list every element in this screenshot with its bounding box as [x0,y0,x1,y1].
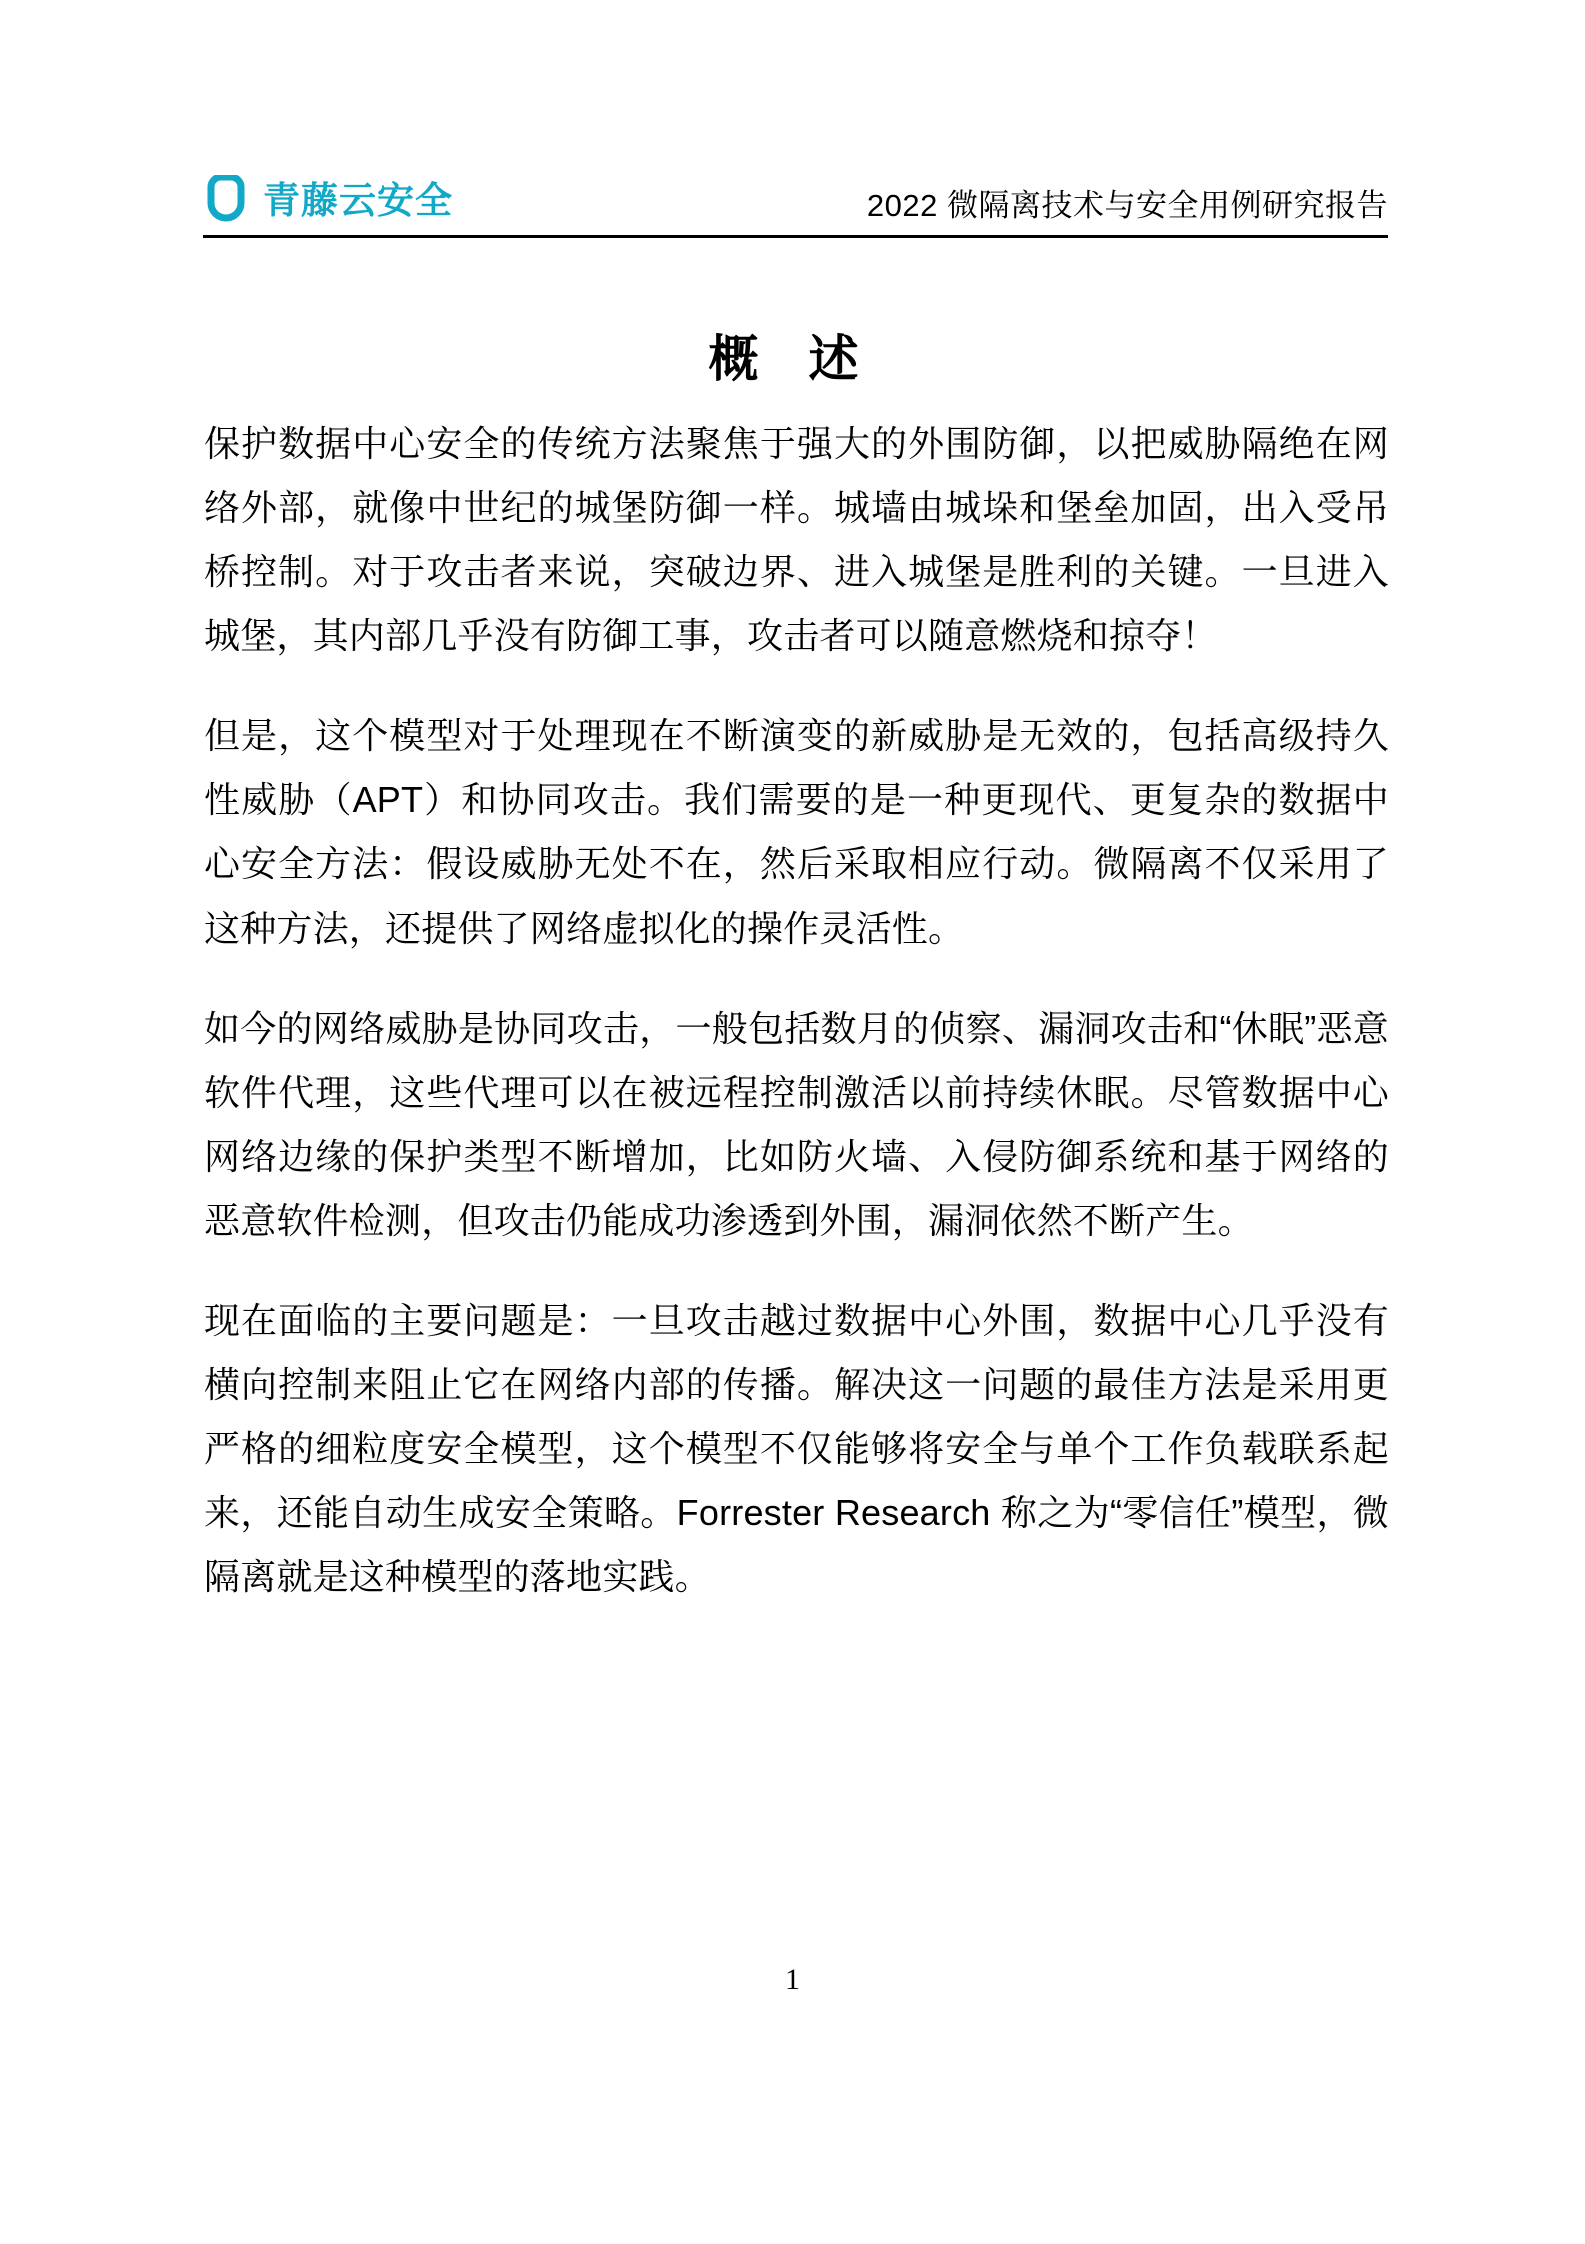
shield-logo-icon [203,175,249,225]
brand-lockup [203,175,453,235]
document-body [204,412,1389,1609]
header-report-title: 2022 微隔离技术与安全用例研究报告 [866,188,1388,223]
paragraph: 现在面临的主要问题是：一旦攻击越过数据中心外围，数据中心几乎没有横向控制来阻止它在网络内部的传播。解决这一问题的最佳方法是采用更严格的细粒度安全模型，这个模型不仅能够将安全与单个工作负载联系起来，还能自动生成安全策略。Forrester Research 称之为“零信任”模型，微隔离就是这种模型的落地实践。 [204,1299,1389,1598]
paragraph: 但是，这个模型对于处理现在不断演变的新威胁是无效的，包括高级持久性威胁（APT）和协同攻击。我们需要的是一种更现代、更复杂的数据中心安全方法：假设威胁无处不在，然后采取相应行动。微隔离不仅采用了这种方法，还提供了网络虚拟化的操作灵活性。 [204,715,1389,949]
page-header [203,160,1388,238]
brand-name: 青藤云安全 [263,179,453,221]
paragraph: 保护数据中心安全的传统方法聚焦于强大的外围防御，以把威胁隔绝在网络外部，就像中世纪的城堡防御一样。城墙由城垛和堡垒加固，出入受吊桥控制。对于攻击者来说，突破边界、进入城堡是胜利的关键。一旦进入城堡，其内部几乎没有防御工事，攻击者可以随意燃烧和掠夺！ [204,423,1389,657]
page-number: 1 [785,1963,800,1996]
paragraph: 如今的网络威胁是协同攻击，一般包括数月的侦察、漏洞攻击和“休眠”恶意软件代理，这些代理可以在被远程控制激活以前持续休眠。尽管数据中心网络边缘的保护类型不断增加，比如防火墙、入侵防御系统和基于网络的恶意软件检测，但攻击仍能成功渗透到外围，漏洞依然不断产生。 [204,1007,1389,1241]
page-title: 概 述 [708,330,877,387]
